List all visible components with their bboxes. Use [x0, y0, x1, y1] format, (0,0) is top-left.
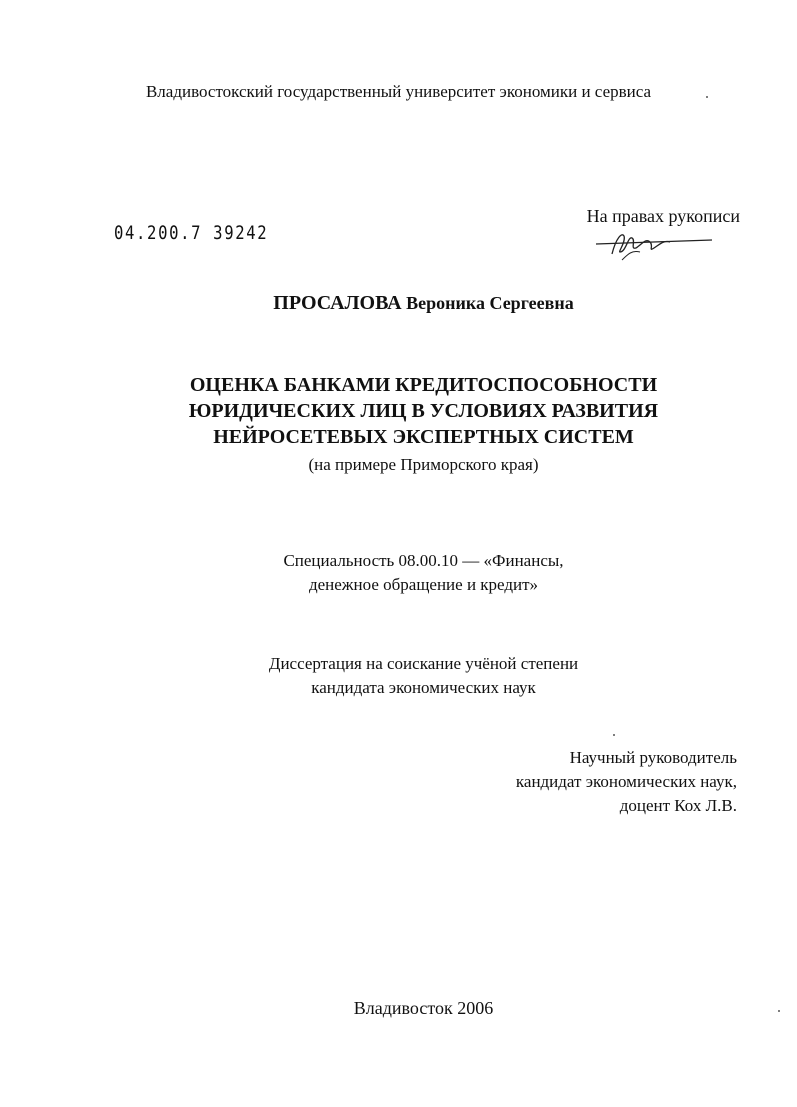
scan-speck	[706, 96, 708, 98]
scan-speck	[778, 1010, 780, 1012]
dissertation-title	[0, 372, 797, 450]
scientific-supervisor	[440, 746, 737, 818]
supervisor-line: Научный руководитель	[569, 748, 737, 767]
supervisor-line: кандидат экономических наук,	[515, 772, 737, 791]
supervisor-line: доцент Кох Л.В.	[619, 796, 737, 815]
title-subtitle: (на примере Приморского края)	[308, 455, 539, 474]
scan-speck	[613, 734, 615, 736]
degree-line: Диссертация на соискание учёной степени	[268, 654, 579, 673]
title-line: ЮРИДИЧЕСКИХ ЛИЦ В УСЛОВИЯХ РАЗВИТИЯ	[188, 400, 659, 422]
handwritten-signature	[592, 228, 722, 267]
manuscript-rights-note: На правах рукописи	[586, 206, 740, 226]
specialty-line: денежное обращение и кредит»	[308, 575, 539, 594]
title-line: ОЦЕНКА БАНКАМИ КРЕДИТОСПОСОБНОСТИ	[189, 374, 658, 396]
author-name	[0, 292, 797, 315]
university-name: Владивостокский государственный университет экономики и сервиса	[145, 82, 652, 101]
library-stamp-number: 04.200.7 39242	[114, 222, 269, 244]
degree-statement	[0, 652, 797, 700]
specialty	[0, 549, 797, 597]
author-surname: ПРОСАЛОВА	[273, 292, 402, 314]
signature-icon	[592, 228, 722, 262]
author-given-names: Вероника Сергеевна	[406, 293, 574, 313]
city-and-year: Владивосток 2006	[353, 998, 494, 1018]
degree-line: кандидата экономических наук	[311, 678, 536, 697]
specialty-line: Специальность 08.00.10 — «Финансы,	[283, 551, 564, 570]
title-line: НЕЙРОСЕТЕВЫХ ЭКСПЕРТНЫХ СИСТЕМ	[213, 426, 634, 448]
